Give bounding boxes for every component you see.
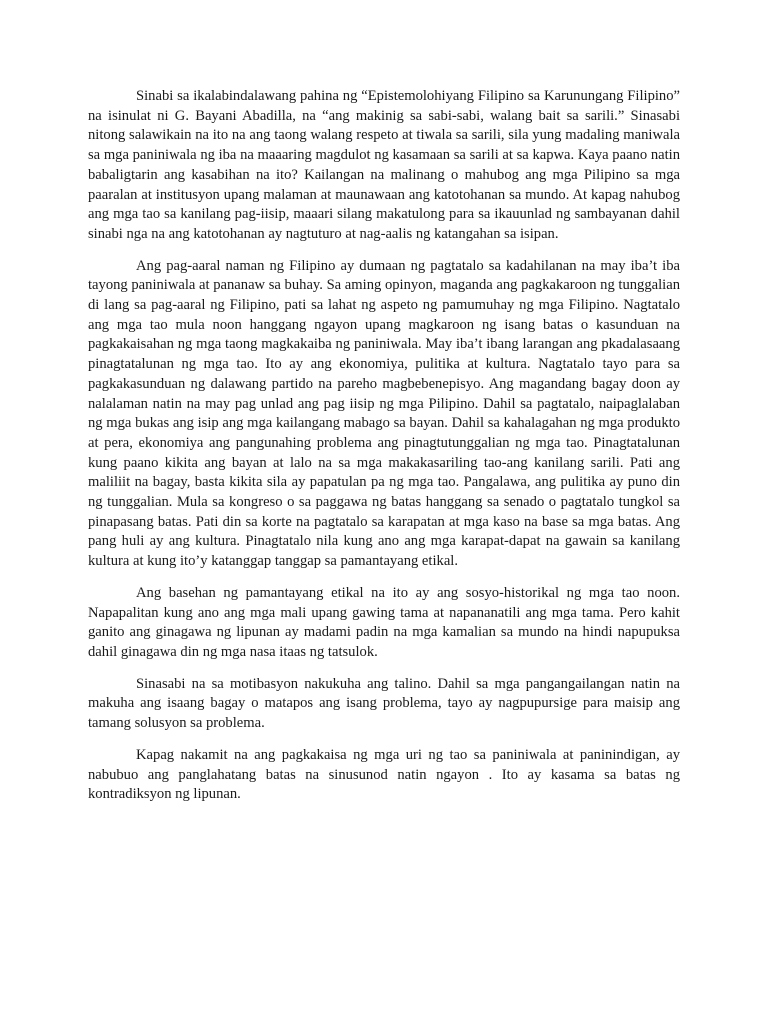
paragraph-4: Sinasabi na sa motibasyon nakukuha ang talino. Dahil sa mga pangangailangan natin na makuha ang isaang bagay o matapos ang isang problema, tayo ay nagpupursige para maisip ang tamang solusyon sa problema. [88, 675, 680, 732]
document-page [88, 87, 680, 817]
paragraph-3: Ang basehan ng pamantayang etikal na ito ay ang sosyo-historikal ng mga tao noon. Napapalitan kung ano ang mga mali upang gawing tama at napananatili ang mga tama. Pero kahit ganito ang ginagawa ng lipunan ay madami padin na mga kamalian sa mundo na hindi napupuksa dahil ginagawa din ng mga nasa itaas ng tatsulok. [88, 584, 680, 660]
paragraph-1: Sinabi sa ikalabindalawang pahina ng “Epistemolohiyang Filipino sa Karunungang Filipino” na isinulat ni G. Bayani Abadilla, na “ang makinig sa sabi-sabi, walang bait sa sarili.” Sinasabi nitong salawikain na ito na ang taong walang respeto at tiwala sa sarili, sila yung madaling maniwala sa mga paniniwala ng iba na maaaring magdulot ng kasamaan sa sarili at sa kapwa. Kaya paano natin babaligtarin ang kasabihan na ito? Kailangan na malinang o mahubog ang mga Pilipino sa mga paaralan at institusyon upang malaman at maunawaan ang katotohanan sa mundo. At kapag nahubog ang mga tao sa kanilang pag-iisip, maaari silang makatulong para sa ikauunlad ng sambayanan dahil sinabi nga na ang katotohanan ay nagtuturo at nag-aalis ng katangahan sa isipan. [88, 88, 680, 242]
paragraph-5: Kapag nakamit na ang pagkakaisa ng mga uri ng tao sa paniniwala at paninindigan, ay nabubuo ang panglahatang batas na sinusunod natin ngayon . Ito ay kasama sa batas ng kontradiksyon ng lipunan. [88, 746, 680, 803]
paragraph-2: Ang pag-aaral naman ng Filipino ay dumaan ng pagtatalo sa kadahilanan na may iba’t iba tayong paniniwala at pananaw sa buhay. Sa aming opinyon, maganda ang pagkakaroon ng tunggalian di lang sa pag-aaral ng Filipino, pati sa lahat ng aspeto ng pamumuhay ng mga Filipino. Nagtatalo ang mga tao mula noon hanggang ngayon upang magkaroon ng isang batas o kasunduan na pagkakaisahan ng mga taong magkakaiba ng paniniwala. May iba’t ibang larangan ang pkadalasaang pinagtatalunan ng mga tao. Ito ay ang ekonomiya, pulitika at kultura. Nagtatalo tayo para sa pagkakasunduan ng dalawang partido na pareho magbebenepisyo. Ang magandang bagay doon ay nalalaman natin na may pag unlad ang pag iisip ng mga Pilipino. Dahil sa pagtatalo, naipaglalaban ng mga bukas ang isip ang mga kailangang mabago sa bayan. Dahil sa kahalagahan ng mga produkto at pera, ekonomiya ang pangunahing problema ang pinagtutunggalian ng mga tao. Pinagtatalunan kung paano kikita ang bayan at lalo na sa mga makakasariling tao-ang kanilang sarili. Pati ang maliliit na bagay, basta kikita sila ay papatulan pa ng mga tao. Pangalawa, ang pulitika ay puno din ng tunggalian. Mula sa kongreso o sa paggawa ng batas hanggang sa senado o pagtatalo tungkol sa pinapasang batas. Pati din sa korte na pagtatalo sa karapatan at mga kaso na base sa mga batas. Ang pang huli ay ang kultura. Pinagtatalo nila kung ano ang mga karapat-dapat na gawain sa kanilang kultura at kung ito’y katanggap tanggap sa pamantayang etikal. [88, 257, 680, 570]
